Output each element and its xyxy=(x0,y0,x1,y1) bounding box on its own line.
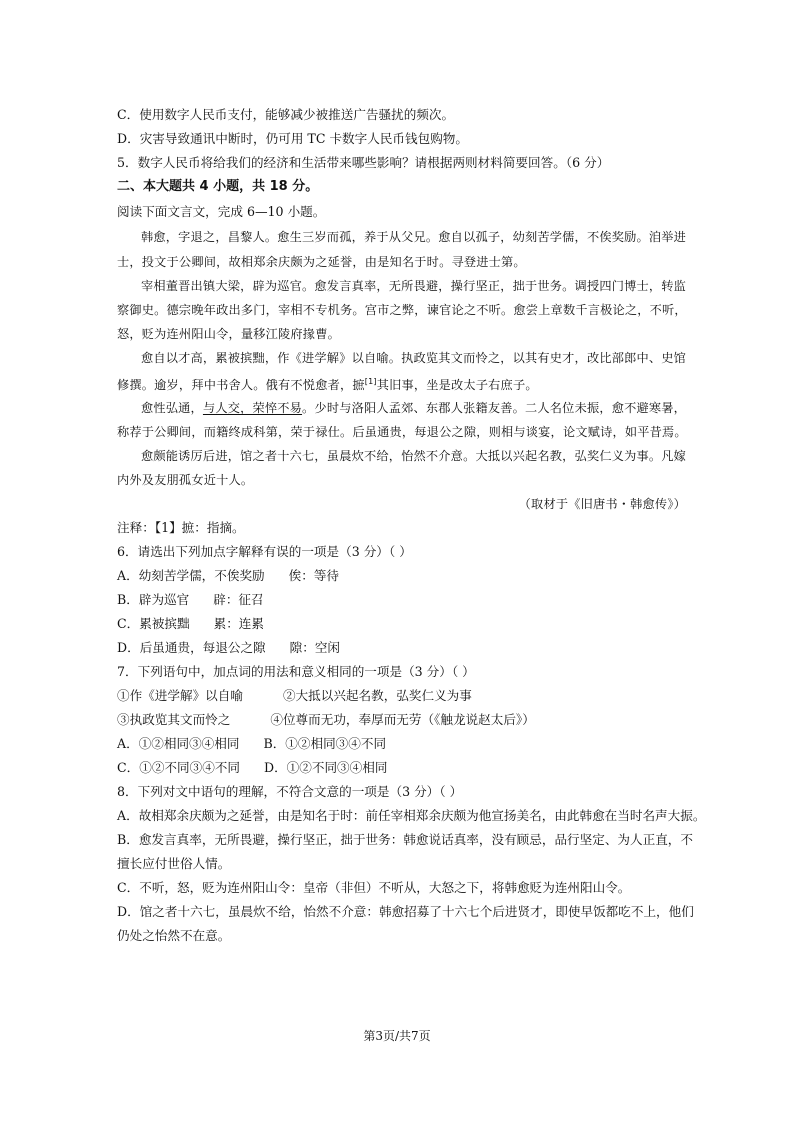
q8-option-b-cont: 擅长应付世俗人情。 xyxy=(117,856,231,871)
footnote-marker: [1] xyxy=(364,377,377,386)
q8-option-a: A．故相郑余庆颇为之延誉，由是知名于时：前任宰相郑余庆颇为他宣扬美名，由此韩愈在当时名声大振。 xyxy=(117,808,706,823)
option-text: B．①②相同③④不同 xyxy=(263,736,387,751)
option-text: D．①②不同③④相同 xyxy=(263,760,388,775)
passage-text: 其旧事，坐是改太子右庶子。 xyxy=(376,378,538,393)
q8-option-d: D．馆之者十六七，虽晨炊不给，怡然不介意：韩愈招募了十六七个后进贤才，即使早饭都吃不上，他们 xyxy=(117,904,694,919)
option-gloss: 俟：等待 xyxy=(288,568,340,583)
sentence-text: ②大抵以兴起名教，弘奖仁义为事 xyxy=(282,688,472,703)
q8-option-c: C．不听，怒，贬为连州阳山令：皇帝（非但）不听从，大怒之下，将韩愈贬为连州阳山令。 xyxy=(117,880,631,895)
q7-options-row xyxy=(117,735,386,753)
passage-text: 。少时与洛阳人孟郊、东郡人张籍友善。二人名位未振，愈不避寒暑， xyxy=(302,401,687,415)
passage-line xyxy=(141,399,686,417)
question-5: 5．数字人民币将给我们的经济和生活带来哪些影响？请根据两则材料简要回答。（6 分） xyxy=(117,155,610,170)
passage-line: 称荐于公卿间，而籍终成科第，荣于禄仕。后虽通贵，每退公之隙，则相与谈宴，论文赋诗，如平昔焉。 xyxy=(117,425,687,439)
option-gloss: 累：连累 xyxy=(213,616,264,631)
sentence-text: ③执政览其文而怜之 xyxy=(117,712,231,727)
underlined-phrase: 与人交，荣悴不易 xyxy=(202,401,303,415)
option-d-line: D．灾害导致通讯中断时，仍可用 TC 卡数字人民币钱包购物。 xyxy=(117,131,468,146)
question-8: 8．下列对文中语句的理解，不符合文意的一项是（3 分）（ ） xyxy=(117,784,463,799)
question-6: 6．请选出下列加点字解释有误的一项是（3 分）（ ） xyxy=(117,544,412,559)
q6-option-b xyxy=(117,591,264,609)
q6-option-a xyxy=(117,567,339,585)
passage-line xyxy=(117,373,538,394)
q7-options-row xyxy=(117,759,387,777)
option-text: C．累被摈黜 xyxy=(117,616,190,631)
passage-line: 内外及友朋孤女近十人。 xyxy=(117,473,254,487)
reading-instruction: 阅读下面文言文，完成 6—10 小题。 xyxy=(117,204,326,219)
page-number: 第3页/共7页 xyxy=(363,1029,431,1043)
option-gloss: 隙：空闲 xyxy=(289,640,341,655)
passage-text: 修撰。逾岁，拜中书舍人。俄有不悦愈者，摭 xyxy=(117,378,365,393)
q8-option-d-cont: 仍处之怡然不在意。 xyxy=(117,928,231,943)
option-text: B．辟为巡官 xyxy=(117,592,190,607)
source-citation: （取材于《旧唐书・韩愈传》） xyxy=(518,497,686,511)
passage-line: 韩愈，字退之，昌黎人。愈生三岁而孤，养于从父兄。愈自以孤子，幼刻苦学儒，不俟奖励。洎举进 xyxy=(141,230,687,244)
q7-sentence-row xyxy=(117,687,472,705)
q6-option-d xyxy=(117,639,340,657)
passage-line: 士，投文于公卿间，故相郑余庆颇为之延誉，由是知名于时。寻登进士第。 xyxy=(117,255,526,269)
option-text: D．后虽通贵，每退公之隙 xyxy=(117,640,266,655)
annotation-note: 注释：【1】摭：指摘。 xyxy=(117,520,245,535)
passage-line: 怒，贬为连州阳山令，量移江陵府掾曹。 xyxy=(117,327,340,341)
option-c-line: C．使用数字人民币支付，能够减少被推送广告骚扰的频次。 xyxy=(117,107,455,122)
option-text: C．①②不同③④不同 xyxy=(117,760,240,775)
sentence-text: ④位尊而无功，奉厚而无劳（《触龙说赵太后》） xyxy=(270,712,535,727)
option-gloss: 辟：征召 xyxy=(213,592,264,607)
passage-line: 愈自以才高，累被摈黜，作《进学解》以自喻。执政览其文而怜之，以其有史才，改比部郎中、史馆 xyxy=(141,351,687,365)
section-heading: 二、本大题共 4 小题，共 18 分。 xyxy=(117,179,319,194)
sentence-text: ①作《进学解》以自喻 xyxy=(117,688,243,703)
passage-text: 愈性弘通， xyxy=(141,401,203,415)
passage-line: 察御史。德宗晚年政出多门，宰相不专机务。宫市之弊，谏官论之不听。愈尝上章数千言极论之，不听， xyxy=(117,303,687,317)
option-text: A．幼刻苦学儒，不俟奖励 xyxy=(117,568,265,583)
q7-sentence-row xyxy=(117,711,535,729)
q6-option-c xyxy=(117,615,264,633)
question-7: 7．下列语句中，加点词的用法和意义相同的一项是（3 分）（ ） xyxy=(117,664,475,679)
passage-line: 愈颇能诱厉后进，馆之者十六七，虽晨炊不给，怡然不介意。大抵以兴起名教，弘奖仁义为事。凡嫁 xyxy=(141,449,687,463)
q8-option-b: B．愈发言真率，无所畏避，操行坚正，拙于世务：韩愈说话真率，没有顾忌，品行坚定、为人正直，不 xyxy=(117,832,693,847)
option-text: A．①②相同③④相同 xyxy=(117,736,240,751)
passage-line: 宰相董晋出镇大梁，辟为巡官。愈发言真率，无所畏避，操行坚正，拙于世务。调授四门博士，转监 xyxy=(141,279,687,293)
